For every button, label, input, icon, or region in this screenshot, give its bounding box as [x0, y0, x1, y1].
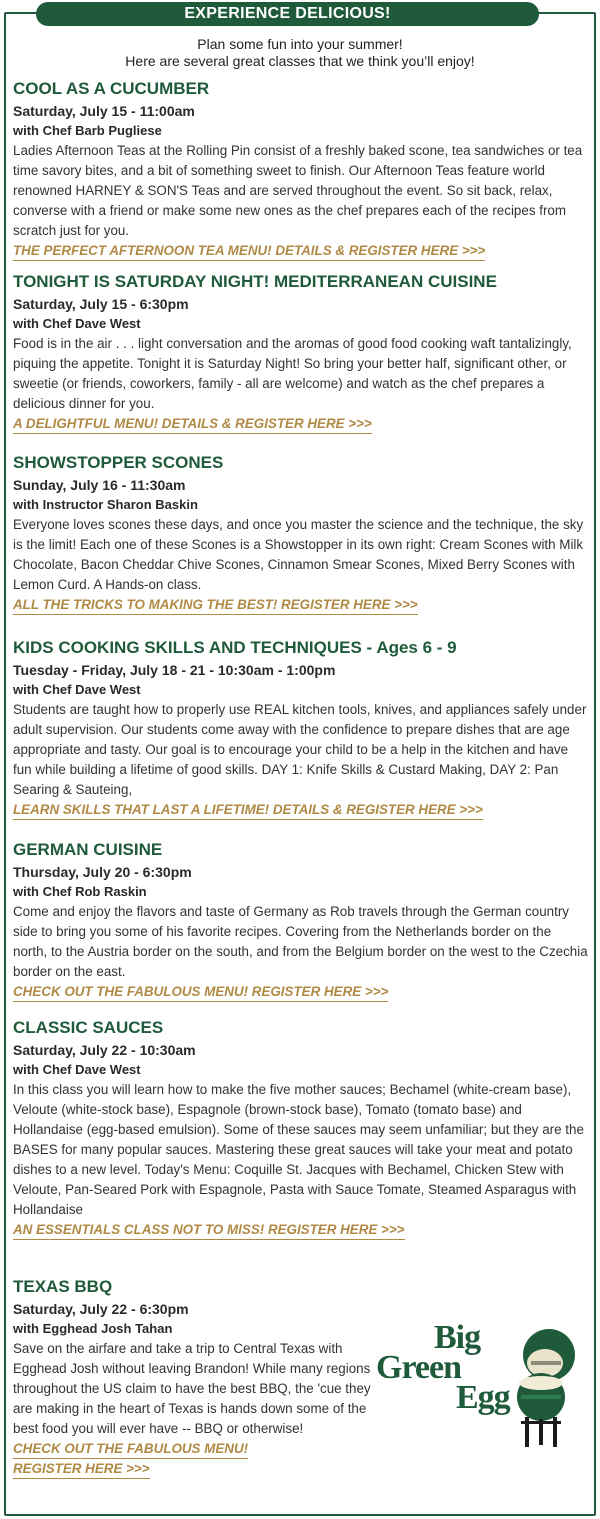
class-register-link[interactable]: CHECK OUT THE FABULOUS MENU! REGISTER HERE >>>	[13, 982, 388, 1002]
class-title-ages: Ages 6 - 9	[376, 638, 457, 657]
class-register-link[interactable]: LEARN SKILLS THAT LAST A LIFETIME! DETAILS & REGISTER HERE >>>	[13, 800, 483, 820]
class-title: TEXAS BBQ	[13, 1277, 113, 1296]
class-date: Saturday, July 22 - 10:30am	[13, 1042, 196, 1058]
class-instructor: with Chef Rob Raskin	[13, 884, 147, 899]
class-mediterranean	[13, 272, 588, 434]
class-date: Saturday, July 15 - 11:00am	[13, 103, 195, 119]
class-date: Thursday, July 20 - 6:30pm	[13, 864, 192, 880]
class-description: Save on the airfare and take a trip to Central Texas with Egghead Josh without leaving Brandon! While many regions throughout the US claim to have the best BBQ, the 'cue they are making in the heart of Texas is hands down some of the best food you will ever have -- BBQ or otherwise!	[13, 1341, 371, 1436]
class-register-link[interactable]: THE PERFECT AFTERNOON TEA MENU! DETAILS & REGISTER HERE >>>	[13, 241, 485, 261]
class-classic-sauces	[13, 1018, 588, 1240]
intro-line-2: Here are several great classes that we think you’ll enjoy!	[125, 53, 475, 69]
class-description: Students are taught how to properly use REAL kitchen tools, knives, and appliances safely under adult supervision. Our students come away with the confidence to prepare dishes that are age appropriate and tasty. Our goal is to encourage your child to be a help in the kitchen and have fun while building a lifetime of good skills. DAY 1: Knife Skills & Custard Making, DAY 2: Pan Searing & Sauteing,	[13, 702, 587, 797]
class-german-cuisine	[13, 840, 588, 1002]
class-register-link[interactable]: ALL THE TRICKS TO MAKING THE BEST! REGISTER HERE >>>	[13, 595, 418, 615]
class-title-text: KIDS COOKING SKILLS AND TECHNIQUES -	[13, 638, 377, 657]
class-register-link[interactable]: A DELIGHTFUL MENU! DETAILS & REGISTER HERE >>>	[13, 414, 372, 434]
logo-wordmark	[376, 1319, 510, 1416]
class-description: Food is in the air . . . light conversation and the aromas of good food cooking waft tantalizingly, piquing the appetite. Tonight it is Saturday Night! So bring your better half, significant other, or sweetie (or friends, coworkers, family - all are welcome) and watch as the chef prepares a delicious dinner for you.	[13, 336, 572, 411]
logo-word-big: Big	[434, 1319, 481, 1356]
class-instructor: with Egghead Josh Tahan	[13, 1321, 173, 1336]
class-title	[13, 638, 588, 658]
logo-word-green: Green	[376, 1349, 462, 1386]
class-description: In this class you will learn how to make the five mother sauces; Bechamel (white-cream base), Veloute (white-stock base), Espagnole (brown-stock base), Tomato (tomato base) and Hollandaise (egg-based emulsion). Some of these sauces may seem unfamiliar; but they are the BASES for many popular sauces. Mastering these great sauces will take your meat and potato dishes to a new level. Today's Menu: Coquille St. Jacques with Bechamel, Chicken Stew with Veloute, Pan-Seared Pork with Espagnole, Pasta with Sauce Tomate, Steamed Asparagus with Hollandaise	[13, 1082, 584, 1217]
intro-line-1: Plan some fun into your summer!	[197, 36, 403, 52]
class-showstopper-scones	[13, 453, 588, 615]
class-register-link[interactable]: AN ESSENTIALS CLASS NOT TO MISS! REGISTER HERE >>>	[13, 1220, 405, 1240]
class-cool-as-cucumber	[13, 79, 588, 261]
banner-title: EXPERIENCE DELICIOUS!	[36, 2, 539, 26]
class-instructor: with Chef Dave West	[13, 682, 141, 697]
class-menu-link[interactable]: CHECK OUT THE FABULOUS MENU!	[13, 1439, 248, 1459]
class-title: TONIGHT IS SATURDAY NIGHT! MEDITERRANEAN CUISINE	[13, 272, 497, 291]
class-instructor: with Chef Barb Pugliese	[13, 123, 162, 138]
big-green-egg-logo	[376, 1319, 582, 1453]
class-title: GERMAN CUISINE	[13, 840, 163, 859]
class-date: Sunday, July 16 - 11:30am	[13, 477, 186, 493]
class-date: Saturday, July 22 - 6:30pm	[13, 1301, 189, 1317]
class-register-link[interactable]: REGISTER HERE >>>	[13, 1459, 150, 1479]
class-title: CLASSIC SAUCES	[13, 1018, 164, 1037]
class-title: COOL AS A CUCUMBER	[13, 79, 210, 98]
class-kids-cooking	[13, 638, 588, 820]
logo-word-egg: Egg	[456, 1379, 510, 1416]
class-description: Come and enjoy the flavors and taste of Germany as Rob travels through the German country side to bring you some of his favorite recipes. Covering from the Netherlands border on the north, to the Austria border on the south, and from the Belgium border on the west to the Czechia border on the east.	[13, 904, 588, 979]
grill-icon	[511, 1325, 581, 1450]
class-title: SHOWSTOPPER SCONES	[13, 453, 224, 472]
class-instructor: with Chef Dave West	[13, 316, 141, 331]
class-instructor: with Chef Dave West	[13, 1062, 141, 1077]
class-date: Tuesday - Friday, July 18 - 21 - 10:30am - 1:00pm	[13, 662, 336, 678]
class-description: Everyone loves scones these days, and once you master the science and the technique, the sky is the limit! Each one of these Scones is a Showstopper in its own right: Cream Scones with Milk Chocolate, Bacon Cheddar Chive Scones, Cinnamon Smear Scones, Mixed Berry Scones with Lemon Curd. A Hands-on class.	[13, 517, 584, 592]
class-date: Saturday, July 15 - 6:30pm	[13, 296, 189, 312]
class-description: Ladies Afternoon Teas at the Rolling Pin consist of a freshly baked scone, tea sandwiches or tea time savory bites, and a bit of something sweet to finish. Our Afternoon Teas feature world renowned HARNEY & SON'S Teas and are served throughout the event. So sit back, relax, converse with a friend or make some new ones as the chef prepares each of the recipes from scratch just for you.	[13, 143, 583, 238]
class-instructor: with Instructor Sharon Baskin	[13, 497, 198, 512]
